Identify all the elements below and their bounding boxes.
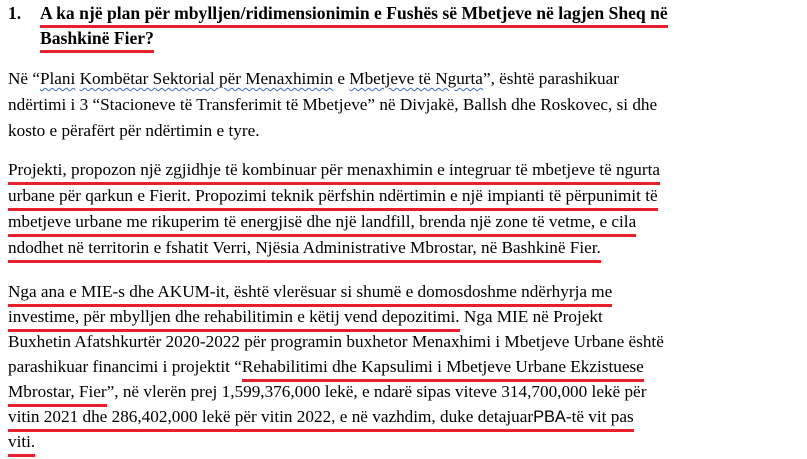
highlighted-text: Projekti, propozon një zgjidhje të kombinuar për menaxhimin e integruar të mbetjeve të ngurta xyxy=(8,159,660,185)
highlighted-text: investime, për mbylljen dhe rehabilitimin e këtij vend depozitimi. xyxy=(8,306,460,332)
highlighted-text: PBA xyxy=(533,406,566,432)
highlighted-text: Rehabilitimi dhe Kapsulimi i Mbetjeve Urbane Ekzistuese xyxy=(242,356,644,382)
highlighted-text: viti. xyxy=(8,431,35,457)
highlighted-text: -të vit pas xyxy=(566,406,634,432)
paragraph-1-line-3 xyxy=(8,120,260,142)
text-span: kosto e përafërt për ndërtimin e tyre. xyxy=(8,121,260,140)
paragraph-2-line-2 xyxy=(8,185,658,211)
spellcheck-word: Plani xyxy=(39,69,76,88)
spellcheck-phrase: Mbetjeve të Ngurta xyxy=(349,69,483,88)
text-span: Buxhetin Afatshkurtër 2020-2022 për programin buxhetor Menaxhimi i Mbetjeve Urbane është xyxy=(8,332,664,351)
question-heading xyxy=(8,2,21,24)
text-span: parashikuar financimi i projektit “ xyxy=(8,357,242,376)
paragraph-3-line-5 xyxy=(8,381,646,407)
question-heading-line-2 xyxy=(40,27,154,53)
highlighted-text: Mbrostar, Fier xyxy=(8,381,107,407)
paragraph-3-line-2 xyxy=(8,306,603,332)
highlighted-text: mbetjeve urbane me rikuperim të energjisë dhe një landfill, brenda një zone të vetme, e cila xyxy=(8,211,636,237)
text-span: ”, në vlerën prej 1,599,376,000 lekë, e ndarë sipas viteve 314,700,000 lekë për xyxy=(106,382,647,401)
paragraph-3-line-7 xyxy=(8,431,35,457)
question-text-line-2: Bashkinë Fier? xyxy=(40,27,154,53)
paragraph-2-line-1 xyxy=(8,159,660,185)
paragraph-3-line-4 xyxy=(8,356,644,382)
text-span: ”, është parashikuar xyxy=(482,69,619,88)
highlighted-text: Nga ana e MIE-s dhe AKUM-it, është vlerësuar si shumë e domosdoshme ndërhyrja me xyxy=(8,281,612,307)
text-span: Nga MIE në Projekt xyxy=(459,307,603,326)
question-number: 1. xyxy=(8,3,22,23)
highlighted-text: urbane për qarkun e Fierit. Propozimi teknik përfshin ndërtimin e një impianti të përpunimit të xyxy=(8,185,658,211)
paragraph-1-line-2 xyxy=(8,94,657,116)
paragraph-2-line-3 xyxy=(8,211,636,237)
question-heading-line-1 xyxy=(40,2,668,28)
spellcheck-phrase: Kombëtar Sektorial për Menaxhimin xyxy=(79,69,334,88)
text-span: Në “ xyxy=(8,69,40,88)
paragraph-3-line-1 xyxy=(8,281,612,307)
paragraph-2-line-4 xyxy=(8,237,601,263)
question-text-line-1: A ka një plan për mbylljen/ridimensionimin e Fushës së Mbetjeve në lagjen Sheq në xyxy=(40,2,668,28)
paragraph-3-line-6 xyxy=(8,406,634,432)
text-span: e xyxy=(333,69,350,88)
paragraph-1-line-1 xyxy=(8,68,619,90)
highlighted-text: ndodhet në territorin e fshatit Verri, Njësia Administrative Mbrostar, në Bashkinë Fier. xyxy=(8,237,601,263)
text-span: ndërtimi i 3 “Stacioneve të Transferimit të Mbetjeve” në Divjakë, Ballsh dhe Roskovec, si dhe xyxy=(8,95,658,114)
highlighted-text: vitin 2021 dhe 286,402,000 lekë për vitin 2022, e në vazhdim, duke detajuar xyxy=(8,406,533,432)
paragraph-3-line-3 xyxy=(8,331,664,353)
